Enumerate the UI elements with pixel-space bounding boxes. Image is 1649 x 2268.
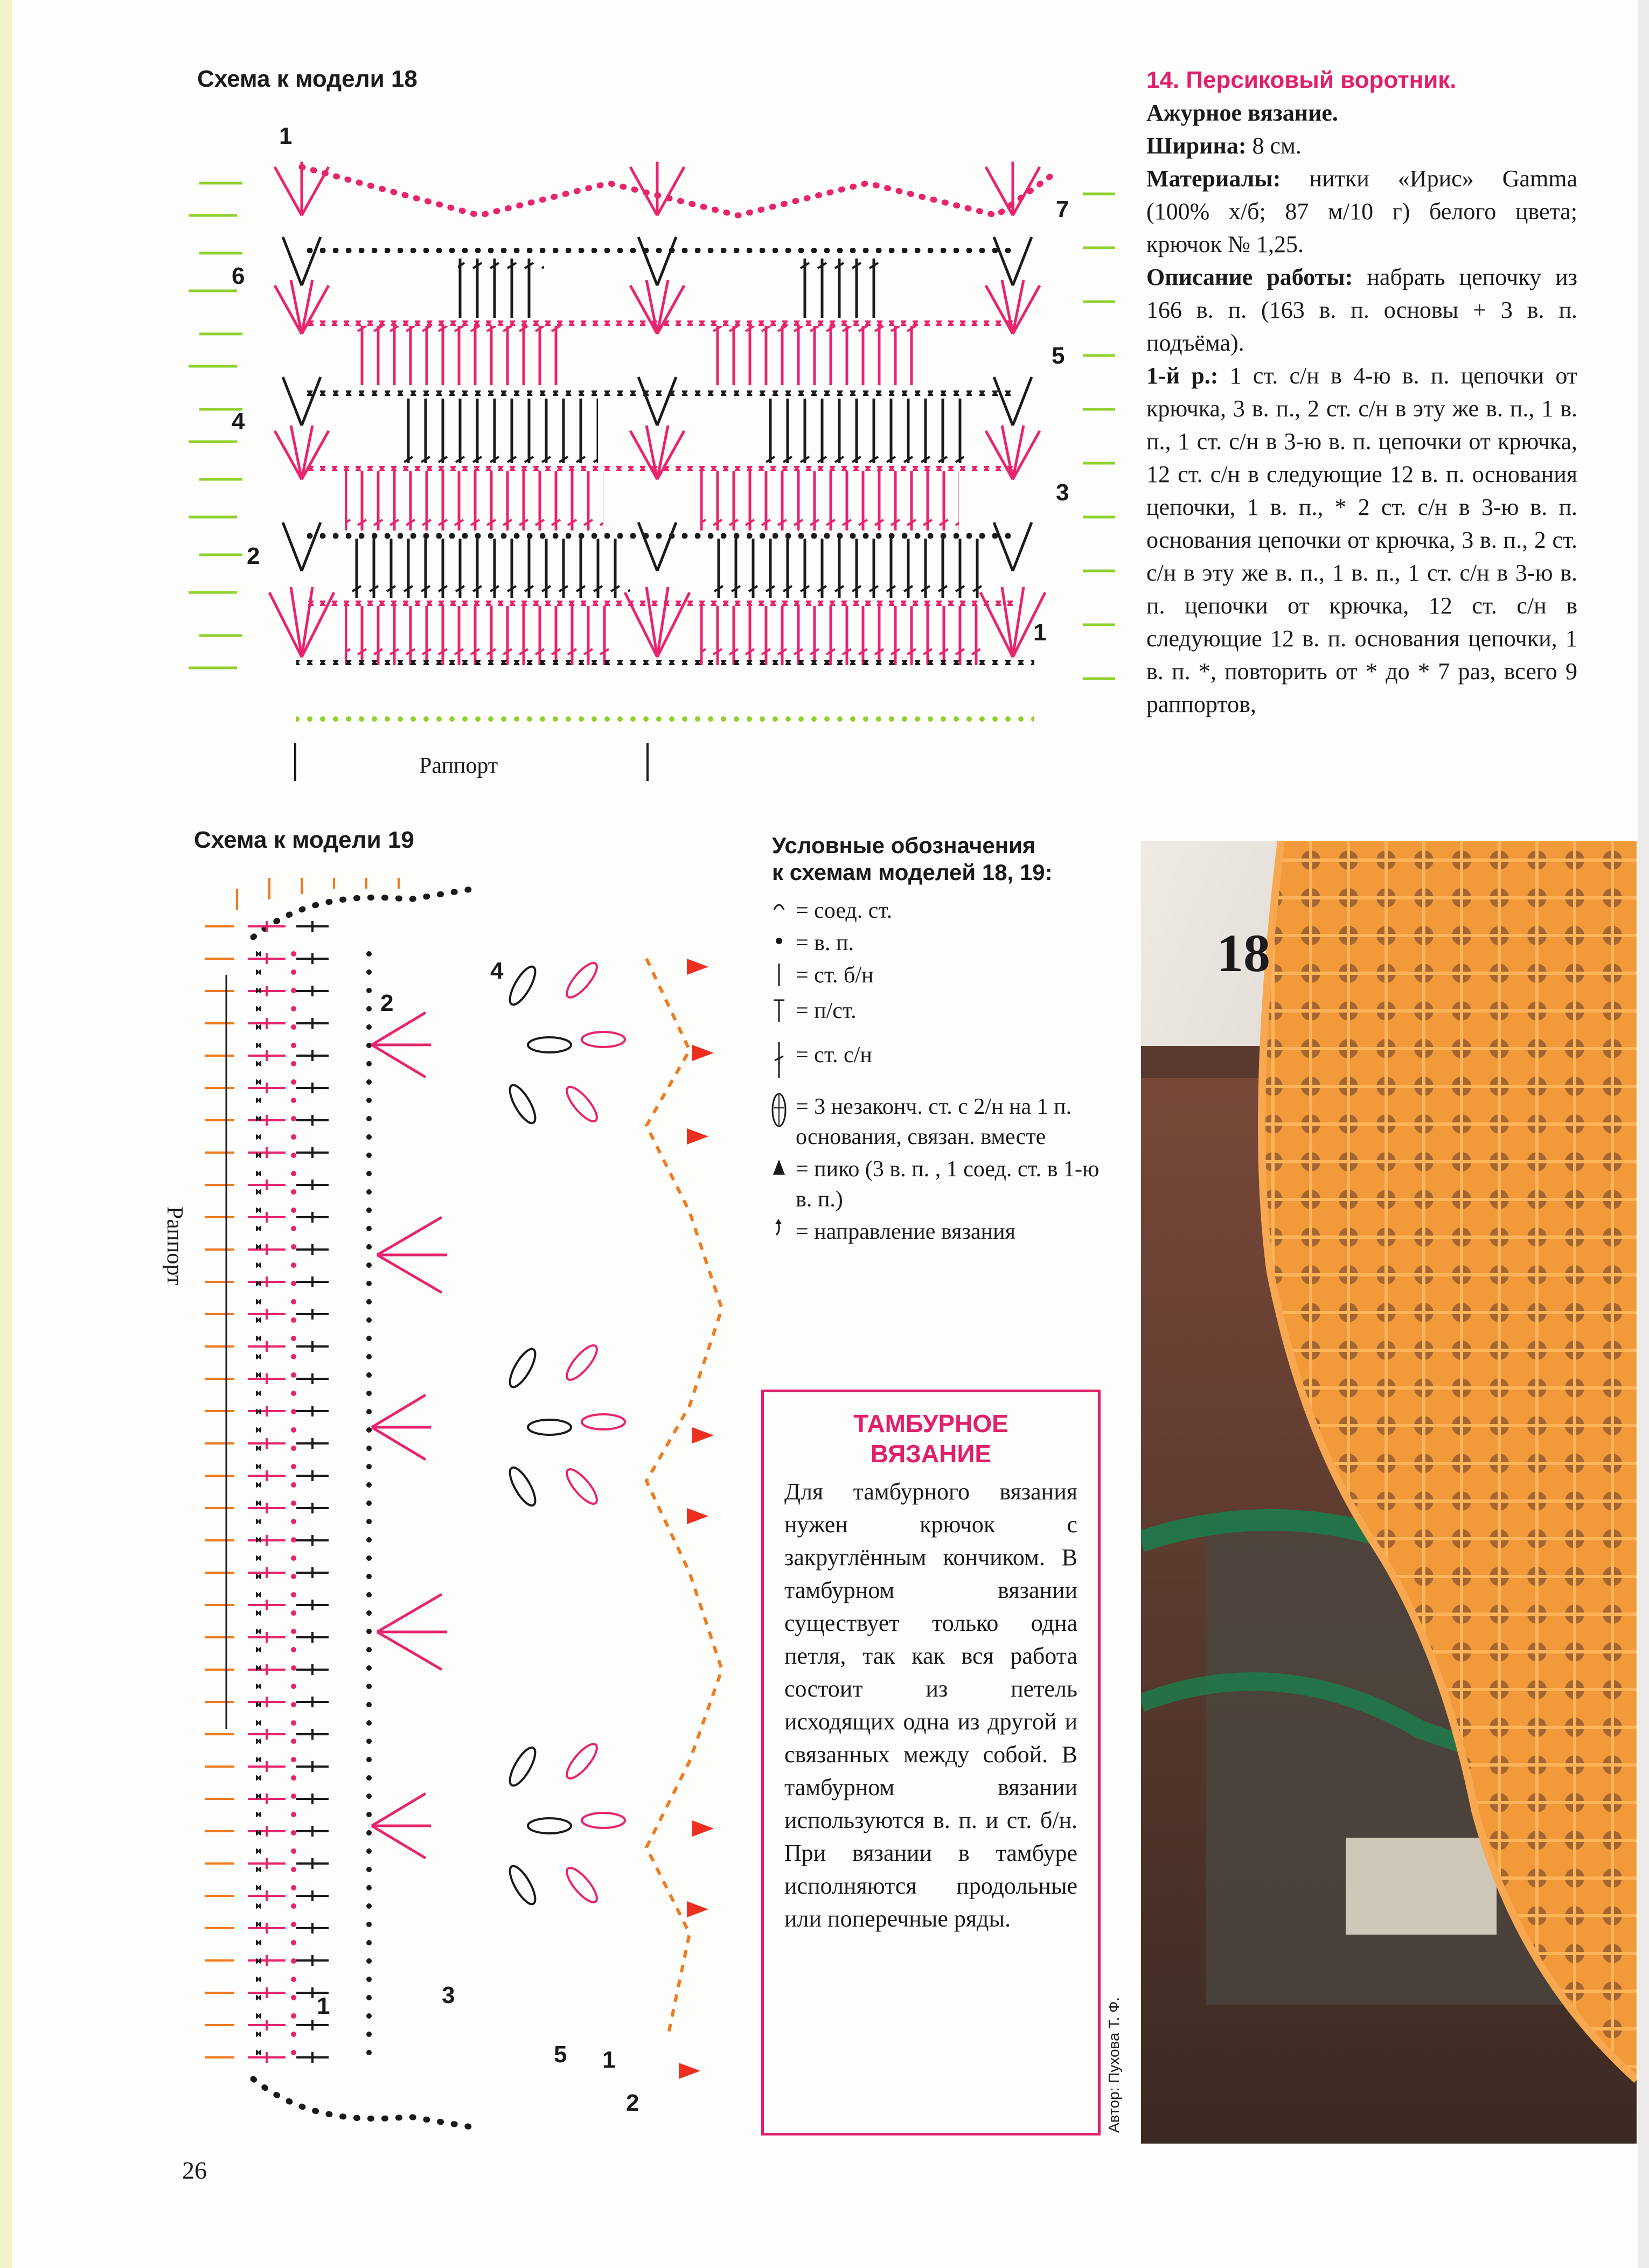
row1-paragraph: [1146, 359, 1577, 721]
legend-item-text: = п/ст.: [796, 999, 857, 1023]
slip-stitch-arc-icon: [762, 896, 796, 917]
legend-item-text: = пико (3 в. п. , 1 соед. ст. в 1-ю в. п.): [796, 1157, 1100, 1212]
materials-label: Материалы:: [1146, 165, 1281, 192]
article-column: [1146, 64, 1577, 721]
page-edge-left: [0, 0, 12, 2268]
info-box-title: [784, 1408, 1077, 1469]
legend-item-text: = 3 незаконч. ст. с 2/н на 1 п. основания, связан. вместе: [796, 1094, 1072, 1149]
legend-item: [762, 1040, 1107, 1079]
width-value: 8 см.: [1252, 132, 1302, 159]
schema-18-rapport-label: Раппорт: [419, 753, 498, 778]
legend-item-text: = в. п.: [796, 931, 854, 955]
direction-arrow-icon: [762, 1217, 796, 1238]
legend-item-text: = соед. ст.: [796, 898, 893, 923]
legend-item-text: = ст. с/н: [796, 1043, 872, 1067]
collar-photo: [1141, 841, 1637, 2144]
schema-18-row-label-left-1: 1: [279, 123, 293, 149]
schema-19-marker-4: 4: [490, 958, 504, 984]
schema-19-marker-2-top: 2: [380, 990, 394, 1016]
legend-item: [762, 996, 1107, 1026]
row1-value: 1 ст. с/н в 4-ю в. п. цепочки от крючка, 3 в. п., 2 ст. с/н в эту же в. п., 1 в. п., 1 ст. с/н в 3-ю в. п. цепочки от крючка, 12 ст. с/н в следующие 12 в. п. основания цепочки, 1 в. п., * 2 ст. с/н в 3-ю в. п. основания цепочки от крючка, 3 в. п., 2 ст. с/н в эту же в. п., 1 в. п., 1 ст. с/н в 3-ю в. п. цепочки от крючка, 12 ст. с/н в следующие 12 в. п. основания цепочки, 1 в. п. *, повторить от * до * 7 раз, всего 9 раппортов,: [1146, 362, 1577, 717]
description-paragraph: [1146, 261, 1577, 359]
schema-19-marker-3: 3: [442, 1982, 455, 2008]
info-box-body: Для тамбурного вязания нужен крючок с закруглённым кончиком. В тамбурном вязании существует только одна петля, так как вся работа состоит из петель исходящих одна из другой и связанных между собой. В тамбурном вязании используются в. п. и ст. б/н. При вязании в тамбуре исполняются продольные или поперечные ряды.: [784, 1478, 1077, 1932]
legend-title-line2: к схемам моделей 18, 19:: [772, 860, 1053, 885]
schema-19-title: Схема к модели 19: [194, 827, 414, 853]
schema-18-row-label-right-3: 3: [1056, 479, 1069, 506]
materials-value: нитки «Ирис» Gamma (100% х/б; 87 м/10 г) белого цвета; крючок № 1,25.: [1146, 165, 1577, 257]
chain-dot-icon: [762, 928, 796, 950]
legend-item: [762, 896, 1107, 926]
description-label: Описание работы:: [1146, 264, 1353, 290]
width-label: Ширина:: [1146, 132, 1247, 159]
row1-label: 1-й р.:: [1146, 362, 1219, 389]
double-crochet-icon: [762, 1040, 796, 1079]
schema-18-title: Схема к модели 18: [197, 66, 418, 92]
schema-18-row-label-left-4: 4: [232, 408, 245, 435]
legend-item-text: = направление вязания: [796, 1219, 1015, 1244]
cluster-icon: [762, 1092, 796, 1129]
author-credit: Автор: Пухова Т. Ф.: [1105, 1997, 1122, 2133]
info-box-title-line2: ВЯЗАНИЕ: [870, 1440, 992, 1468]
legend-item: [762, 960, 1107, 990]
legend-item: [762, 1092, 1107, 1152]
schema-19-marker-2-bottom: 2: [626, 2090, 639, 2116]
legend: [762, 832, 1107, 1249]
legend-title-line1: Условные обозначения: [772, 833, 1036, 858]
page-edge-right: [1638, 0, 1649, 2268]
picot-triangle-icon: [762, 1154, 796, 1179]
materials-paragraph: [1146, 162, 1577, 261]
width-paragraph: [1146, 129, 1577, 162]
schema-18-diagram: [178, 108, 1121, 808]
info-box-tambour: [761, 1390, 1101, 2136]
legend-item-text: = ст. б/н: [796, 963, 874, 988]
article-title: 14. Персиковый воротник.: [1146, 67, 1457, 93]
schema-19-marker-1: 1: [317, 1993, 330, 2019]
schema-18-row-label-right-7: 7: [1056, 196, 1069, 222]
article-subtitle: Ажурное вязание.: [1146, 100, 1338, 126]
photo-model-number: 18: [1216, 923, 1270, 983]
schema-18-row-label-left-6: 6: [232, 263, 245, 289]
legend-item: [762, 928, 1107, 958]
legend-item: [762, 1154, 1107, 1215]
schema-19-diagram: [205, 878, 754, 2138]
legend-item: [762, 1217, 1107, 1247]
half-double-crochet-icon: [762, 996, 796, 1024]
schema-19-marker-1-bottom: 1: [602, 2047, 616, 2073]
description-value: набрать цепочку из 166 в. п. (163 в. п. основы + 3 в. п. подъёма).: [1146, 264, 1578, 356]
legend-title: [772, 832, 1107, 886]
schema-19-marker-5: 5: [554, 2041, 567, 2068]
schema-19-rapport-label: Раппорт: [162, 1206, 187, 1286]
schema-18-row-label-right-5: 5: [1052, 343, 1065, 369]
info-box-title-line1: ТАМБУРНОЕ: [853, 1409, 1008, 1437]
single-crochet-icon: [762, 960, 796, 988]
schema-18-row-label-right-1: 1: [1033, 619, 1047, 646]
page-number: 26: [182, 2157, 207, 2184]
schema-18-row-label-left-2: 2: [247, 543, 260, 569]
